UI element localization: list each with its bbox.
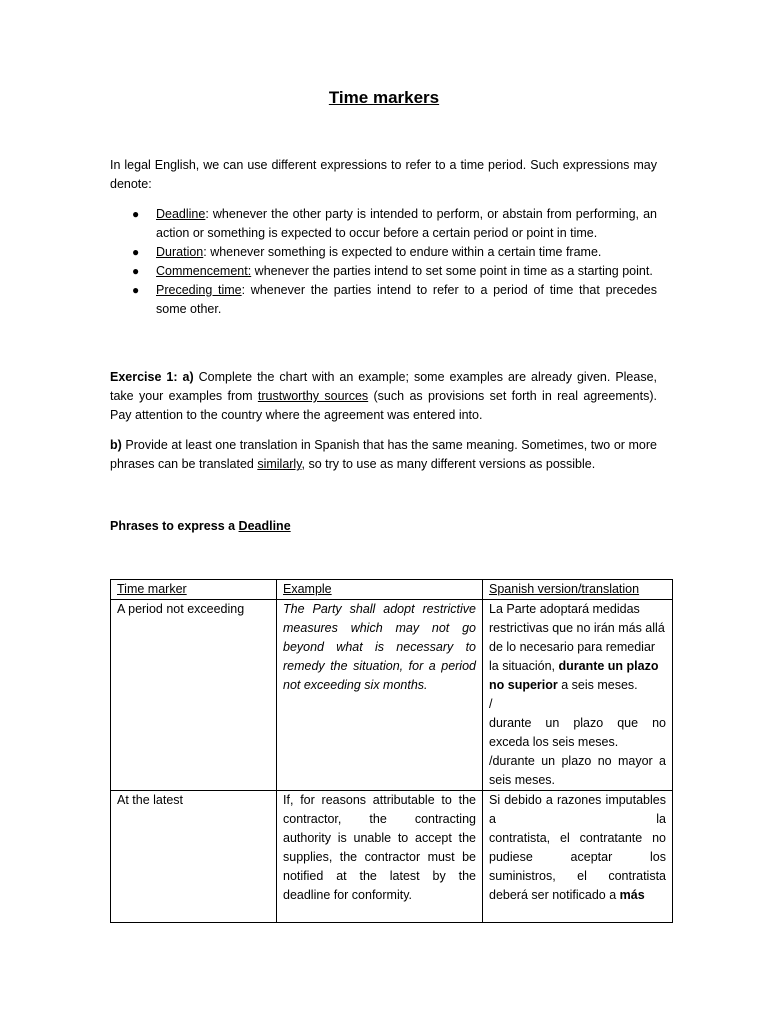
term-deadline: Deadline — [156, 207, 206, 221]
list-item-duration — [110, 243, 657, 262]
exercise-b-paragraph — [110, 436, 657, 474]
spanish-alternative-2: /durante un plazo no mayor a seis meses. — [489, 754, 666, 787]
exercise-a-text: Complete the chart with an example; some examples are already given. Please, take your examples from — [110, 370, 658, 403]
list-item-commencement — [110, 262, 657, 281]
header-time-marker: Time marker — [117, 582, 187, 596]
section-heading-prefix: Phrases to express a — [110, 519, 239, 533]
definition-text: whenever something is expected to endure within a certain time frame. — [206, 245, 602, 259]
list-item-preceding-time — [110, 281, 657, 319]
spanish-bold-text: durante un plazo no superior — [489, 659, 659, 692]
trustworthy-sources-text: trustworthy sources — [257, 389, 369, 403]
definition-text: whenever the other party is intended to perform, or abstain from performing, an action or something is expected to occur before a certain period or point in time. — [156, 207, 657, 240]
table-header-cell — [111, 580, 277, 600]
spanish-alternative-1: durante un plazo que no exceda los seis meses. — [489, 716, 666, 749]
spanish-text-end: a seis meses. — [557, 678, 638, 692]
bullet-icon: ● — [132, 283, 140, 297]
exercise-b-text: Provide at least one translation in Spanish that has the same meaning. Sometimes, two or more phrases can be translated — [110, 438, 657, 471]
definition-list — [110, 205, 657, 319]
slash-separator: / — [489, 697, 493, 711]
exercise-b-text-end: , so try to use as many different versions as possible. — [301, 457, 596, 471]
term-separator: : — [241, 283, 246, 297]
exercise-a-paragraph — [110, 368, 657, 425]
term-duration: Duration — [156, 245, 204, 259]
term-commencement: Commencement: — [156, 264, 252, 278]
table-header-cell — [277, 580, 483, 600]
term-preceding-time: Preceding time — [156, 283, 242, 297]
bullet-icon: ● — [132, 264, 140, 278]
definition-text: whenever the parties intend to set some point in time as a starting point. — [251, 264, 653, 278]
header-example: Example — [283, 582, 332, 596]
list-item-deadline — [110, 205, 657, 243]
exercise-b-label: b) — [110, 438, 122, 452]
example-cell: If, for reasons attributable to the contractor, the contracting authority is unable to accept the supplies, the contractor must be notified at the latest by the deadline for conformity. — [277, 791, 483, 923]
spanish-text: Si debido a razones imputables a la — [489, 793, 666, 826]
time-marker-cell: A period not exceeding — [111, 600, 277, 791]
table-row — [111, 791, 673, 923]
spanish-text-cont: contratista, el contratante no pudiese aceptar los suministros, el contratista deberá ser notificado a — [489, 831, 666, 902]
header-spanish-version: Spanish version/translation — [489, 582, 640, 596]
definition-text: whenever the parties intend to refer to a period of time that precedes some other. — [156, 283, 657, 316]
bullet-icon: ● — [132, 207, 140, 221]
section-heading — [110, 517, 657, 536]
spanish-bold-text: más — [619, 888, 645, 902]
intro-paragraph: In legal English, we can use different expressions to refer to a time period. Such expressions may denote: — [110, 158, 657, 191]
table-header-cell — [483, 580, 673, 600]
time-marker-table — [110, 579, 673, 923]
page-title: Time markers — [328, 88, 440, 107]
table-row — [111, 600, 673, 791]
term-separator: : — [205, 207, 209, 221]
exercise-a-text-end: (such as provisions set forth in real agreements). Pay attention to the country where the agreement was entered into. — [110, 389, 657, 422]
table-header-row — [111, 580, 673, 600]
time-marker-cell: At the latest — [111, 791, 277, 923]
spanish-text: La Parte adoptará medidas restrictivas que no irán más allá de lo necesario para remediar la situación, — [489, 602, 665, 673]
section-heading-term: Deadline — [238, 519, 291, 533]
exercise-a-label: Exercise 1: a) — [110, 370, 194, 384]
spanish-cell — [483, 791, 673, 923]
similarly-text: similarly — [257, 457, 302, 471]
example-cell: The Party shall adopt restrictive measures which may not go beyond what is necessary to remedy the situation, for a period not exceeding six months. — [277, 600, 483, 791]
spanish-cell — [483, 600, 673, 791]
term-separator: : — [203, 245, 207, 259]
bullet-icon: ● — [132, 245, 140, 259]
